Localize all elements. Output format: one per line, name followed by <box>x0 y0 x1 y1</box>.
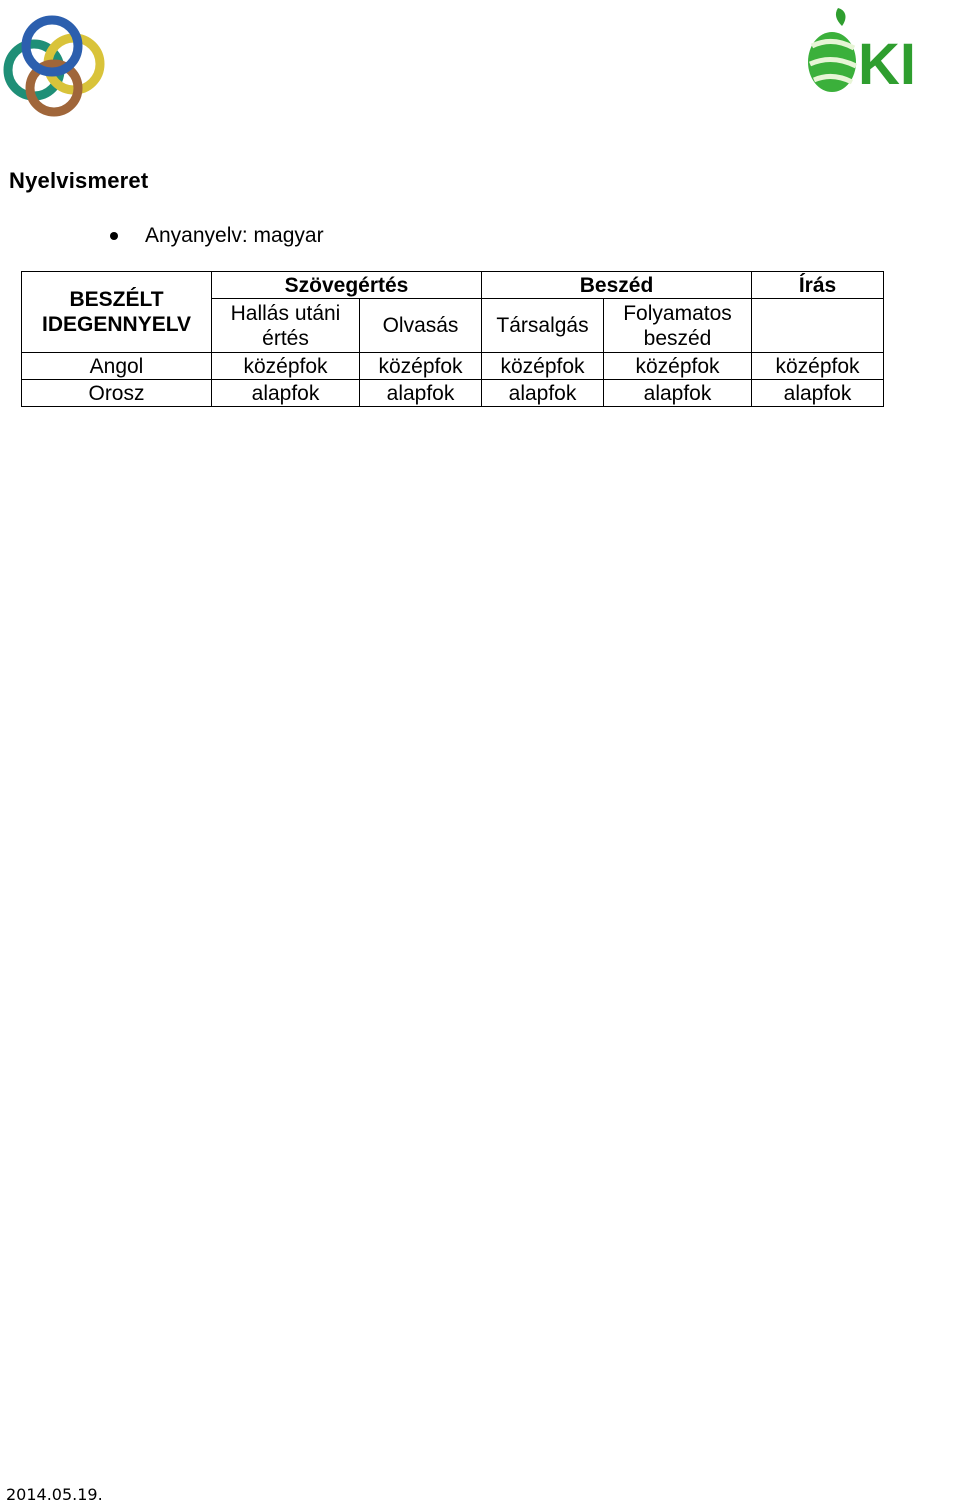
group-header-szovegertes: Szövegértés <box>212 272 482 299</box>
eki-logo <box>806 6 956 98</box>
language-table <box>21 271 884 407</box>
corner-header-line-1: BESZÉLT <box>69 288 164 311</box>
subheader-folyamatos-beszed: Folyamatos beszéd <box>604 299 752 353</box>
rings-logo <box>0 8 110 118</box>
rings-logo-graphic <box>0 8 110 118</box>
table-cell: alapfok <box>604 380 752 407</box>
bullet-icon <box>110 232 118 240</box>
section-title: Nyelvismeret <box>9 168 149 193</box>
subheader-iras <box>752 299 884 353</box>
table-cell: alapfok <box>482 380 604 407</box>
corner-header-line-2: IDEGENNYELV <box>42 313 191 336</box>
group-header-iras: Írás <box>752 272 884 299</box>
table-row <box>22 380 884 407</box>
table-cell: középfok <box>604 353 752 380</box>
table-cell: alapfok <box>360 380 482 407</box>
list-item <box>110 224 324 248</box>
subheader-hallas-utani-ertes: Hallás utáni értés <box>212 299 360 353</box>
subheader-olvasas: Olvasás <box>360 299 482 353</box>
table-row <box>22 353 884 380</box>
row-language: Angol <box>22 353 212 380</box>
table-cell: középfok <box>752 353 884 380</box>
table-cell: alapfok <box>212 380 360 407</box>
corner-header <box>22 272 212 353</box>
footer-date: 2014.05.19. <box>6 1485 103 1504</box>
table-cell: középfok <box>482 353 604 380</box>
bullet-text: Anyanyelv: magyar <box>145 224 324 247</box>
group-header-beszed: Beszéd <box>482 272 752 299</box>
row-language: Orosz <box>22 380 212 407</box>
table-cell: középfok <box>360 353 482 380</box>
subheader-tarsalgas: Társalgás <box>482 299 604 353</box>
table-cell: alapfok <box>752 380 884 407</box>
eki-logo-text: KI <box>858 32 916 97</box>
table-cell: középfok <box>212 353 360 380</box>
apple-logo-icon <box>806 6 956 98</box>
